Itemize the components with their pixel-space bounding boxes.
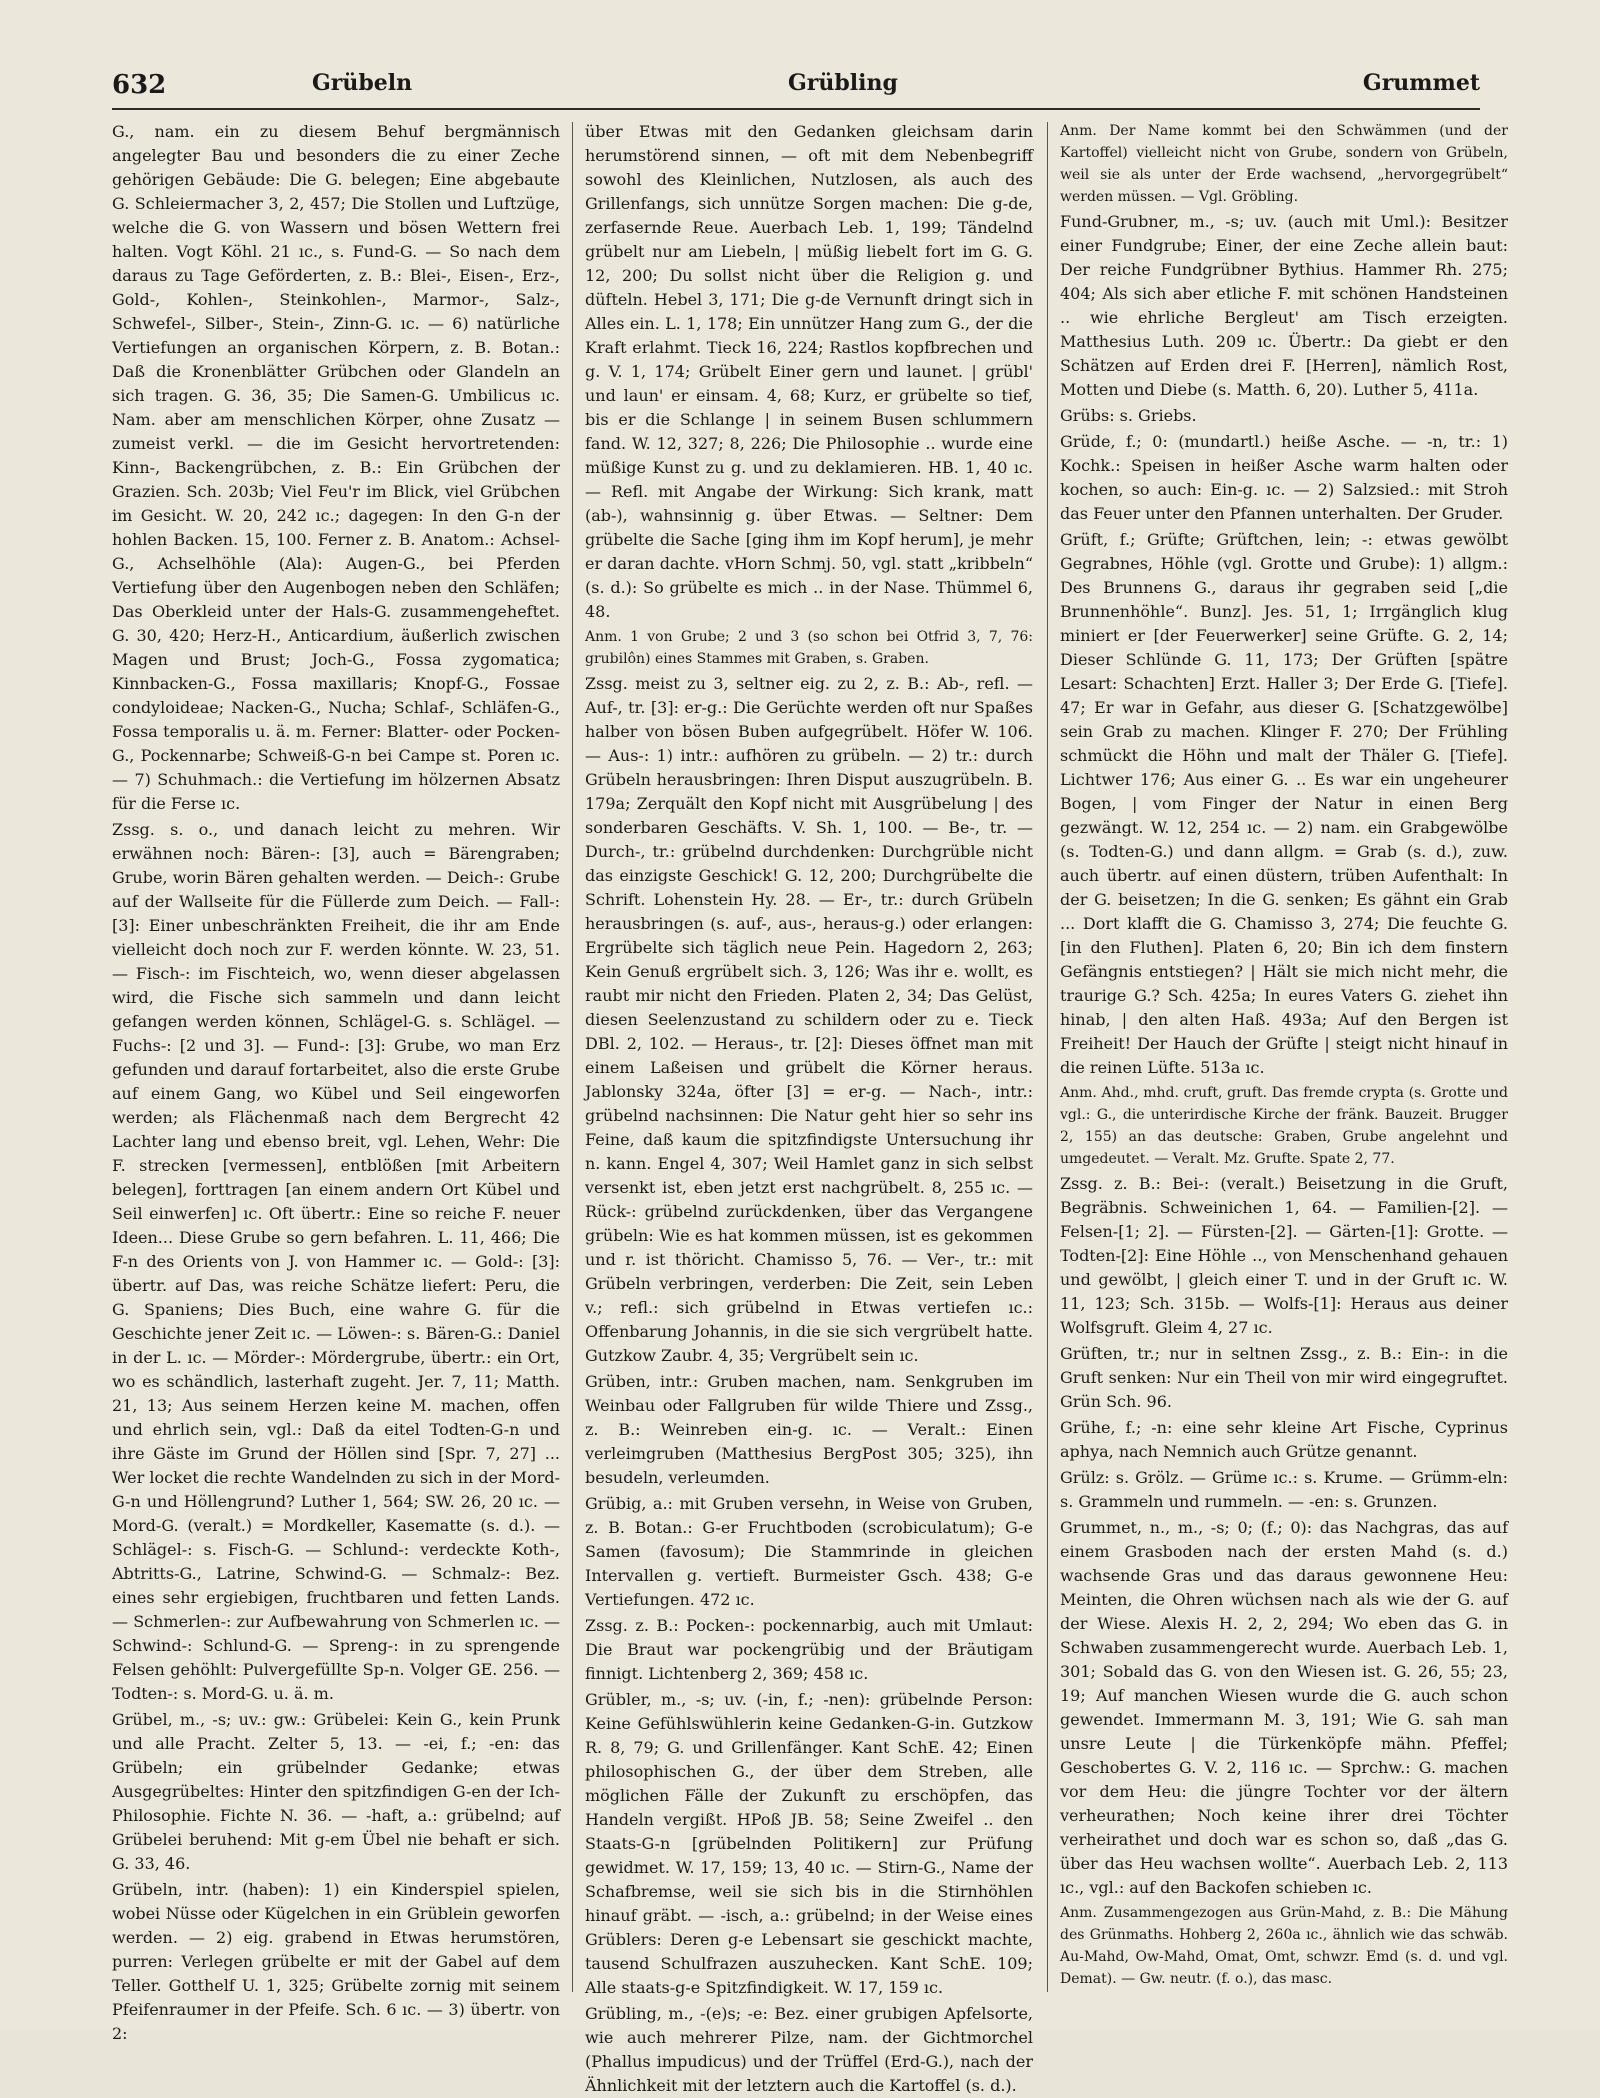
entry-paragraph: Zssg. s. o., und danach leicht zu mehren. Wir erwähnen noch: Bären-: [3], auch = Bärengraben; Grube, worin Bären gehalten werden. — Deich-: Grube auf der Wallseite für die Füllerde zum Deich. — Fall-: [3]: Einer unbeschränkten Freiheit, die ihr am Ende vielleicht doch noch zur F. werden könnte. W. 23, 51. — Fisch-: im Fischteich, wo, wenn dieser abgelassen wird, die Fische sich sammeln und dann leicht gefangen werden können, Schlägel-G. s. Schlägel. — Fuchs-: [2 und 3]. — Fund-: [3]: Grube, wo man Erz gefunden und darauf fortarbeitet, also die erste Grube auf einem Gang, wo Kübel und Seil eingeworfen werden; als Flächenmaß nach dem Bergrecht 42 Lachter lang und ebenso breit, vgl. Lehen, Wehr: Die F. strecken [vermessen], entblößen [mit Arbeitern belegen], forttragen [an einem andern Ort Kübel und Seil einwerfen] ıc. Oft übertr.: Eine so reiche F. neuer Ideen... Diese Grube so gern befahren. L. 11, 466; Die F-n des Orients von J. von Hammer ıc. — Gold-: [3]: übertr. auf Das, was reiche Schätze liefert: Peru, die G. Spaniens; Dies Buch, eine wahre G. für die Geschichte jener Zeit ıc. — Löwen-: s. Bären-G.: Daniel in der L. ıc. — Mörder-: Mördergrube, übertr.: ein Ort, wo es schändlich, lasterhaft zugeht. Jer. 7, 11; Matth. 21, 13; Aus seinem Herzen keine M. machen, offen und ehrlich sein, vgl.: Daß da eitel Todten-G-n und ihre Gäste im Grund der Höllen sind [Spr. 7, 27] ... Wer locket die rechte Wandelnden zu sich in der Mord-G-n und Höllengrund? Luther 1, 564; SW. 26, 20 ıc. — Mord-G. (veralt.) = Mordkeller, Kasematte (s. d.). — Schlägel-: s. Fisch-G. — Schlund-: verdeckte Koth-, Abtritts-G., Latrine, Schwind-G. — Schmalz-: Bez. eines sehr ergiebigen, fruchtbaren und fetten Lands. — Schmerlen-: zur Aufbewahrung von Schmerlen ıc. — Schwind-: Schlund-G. — Spreng-: in zu sprengende Felsen gehöhlt: Pulvergefüllte Sp-n. Volger GE. 256. — Todten-: s. Mord-G. u. ä. m. [112,820,560,1703]
entry-paragraph: Grübling, m., -(e)s; -e: Bez. einer grubigen Apfelsorte, wie auch mehrerer Pilze, nam. der Gichtmorchel (Phallus impudicus) und der Trüffel (Erd-G.), nach der Ähnlichkeit mit der letztern auch die Kartoffel (s. d.). [585,2004,1033,2095]
entry-note: Anm. Ahd., mhd. cruft, gruft. Das fremde crypta (s. Grotte und vgl.: G., die unterirdische Kirche der fränk. Bauzeit. Brugger 2, 155) an das deutsche: Graben, Grube angelehnt und umgedeutet. — Veralt. Mz. Grufte. Spate 2, 77. [1060,1085,1508,1167]
entry-paragraph: Grübel, m., -s; uv.: gw.: Grübelei: Kein G., kein Prunk und alle Pracht. Zelter 5, 13. — -ei, f.; -en: das Grübeln; ein grübelnder Gedanke; etwas Ausgegrübeltes: Hinter den spitzfindigen G-en der Ich-Philosophie. Fichte N. 36. — -haft, a.: grübelnd; auf Grübelei beruhend: Mit g-em Übel nie behaft er sich. G. 33, 46. [112,1710,560,1873]
header-center-word: Grübling [788,70,898,96]
column-right [1060,120,1508,2000]
header-rule [112,108,1480,110]
running-header [112,70,1480,110]
header-left-word: Grübeln [312,70,413,96]
entry-paragraph: Grübeln, intr. (haben): 1) ein Kinderspiel spielen, wobei Nüsse oder Kügelchen in ein Grüblein geworfen werden. — 2) eig. grabend in Etwas herumstören, purren: Verlegen grübelte er mit der Gabel auf dem Teller. Gotthelf U. 1, 325; Grübelte zornig mit seinem Pfeifenraumer in der Pfeife. Sch. 6 ıc. — 3) übertr. von 2: [112,1880,560,2043]
entry-paragraph: Grüften, tr.; nur in seltnen Zssg., z. B.: Ein-: in die Gruft senken: Nur ein Theil von mir wird eingegruftet. Grün Sch. 96. [1060,1344,1508,1411]
entry-paragraph: Grülz: s. Grölz. — Grüme ıc.: s. Krume. — Grümm-eln: s. Grammeln und rummeln. — -en: s. Grunzen. [1060,1468,1508,1511]
entry-note: Anm. Zusammengezogen aus Grün-Mahd, z. B.: Die Mähung des Grünmaths. Hohberg 2, 260a ıc., ähnlich wie das schwäb. Au-Mahd, Ow-Mahd, Omat, Omt, schwzr. Emd (s. d. und vgl. Demat). — Gw. neutr. (f. o.), das masc. [1060,1905,1508,1987]
entry-paragraph: Zssg. z. B.: Pocken-: pockennarbig, auch mit Umlaut: Die Braut war pockengrübig und der Bräutigam finnigt. Lichtenberg 2, 369; 458 ıc. [585,1616,1033,1683]
entry-paragraph: Zssg. z. B.: Bei-: (veralt.) Beisetzung in die Gruft, Begräbnis. Schweinichen 1, 64. — Familien-[2]. — Felsen-[1; 2]. — Fürsten-[2]. — Gärten-[1]: Grotte. — Todten-[2]: Eine Höhle .., von Menschenhand gehauen und gewölbt, | gleich einer T. und in der Gruft ıc. W. 11, 123; Sch. 315b. — Wolfs-[1]: Heraus aus deiner Wolfsgruft. Gleim 4, 27 ıc. [1060,1174,1508,1337]
entry-paragraph: Grübs: s. Griebs. [1060,406,1197,425]
entry-paragraph: Grübig, a.: mit Gruben versehn, in Weise von Gruben, z. B. Botan.: G-er Fruchtboden (scrobiculatum); G-e Samen (favosum); Die Stammrinde in gleichen Intervallen g. vertieft. Burmeister Gsch. 438; G-e Vertiefungen. 472 ıc. [585,1494,1033,1609]
page-number: 632 [112,70,167,100]
entry-paragraph: über Etwas mit den Gedanken gleichsam darin herumstörend sinnen, — oft mit dem Nebenbegriff sowohl des Kleinlichen, Nutzlosen, als auch des Grillenfangs, sich unnütze Sorgen machen: Die g-de, zerfasernde Reue. Auerbach Leb. 1, 199; Tändelnd grübelt nur am Liebeln, | müßig liebelt fort im G. G. 12, 200; Du sollst nicht über die Religion g. und düfteln. Hebel 3, 171; Die g-de Vernunft dringt sich in Alles ein. L. 1, 178; Ein unnützer Hang zum G., der die Kraft erlahmt. Tieck 16, 224; Rastlos kopfbrechen und g. V. 1, 174; Grübelt Einer gern und launet. | grübl' und laun' er einsam. 4, 68; Kurz, er grübelte so tief, bis er die Schlange | in seinem Busen schlummern fand. W. 12, 327; 8, 226; Die Philosophie .. wurde eine müßige Kunst zu g. und zu deklamieren. HB. 1, 40 ıc. — Refl. mit Angabe der Wirkung: Sich krank, matt (ab-), wahnsinnig g. über Etwas. — Seltner: Dem grübelte die Sache [ging ihm im Kopf herum], je mehr er daran dachte. vHorn Schmj. 50, vgl. statt „kribbeln“ (s. d.): So grübelte es mich .. in der Nase. Thümmel 6, 48. [585,122,1033,621]
column-divider [1047,122,1048,1992]
column-middle [585,120,1033,2095]
entry-paragraph: Grühe, f.; -n: eine sehr kleine Art Fische, Cyprinus aphya, nach Nemnich auch Grütze genannt. [1060,1418,1508,1461]
entry-paragraph: Grüft, f.; Grüfte; Grüftchen, lein; -: etwas gewölbt Gegrabnes, Höhle (vgl. Grotte und Grube): 1) allgm.: Des Brunnens G., daraus ihr gegraben seid [„die Brunnenhöhle“. Bunz]. Jes. 51, 1; Irrgänglich klug miniert er [der Feuerwerker] seine Grüfte. G. 2, 14; Dieser Schlünde G. 11, 173; Der Grüften [spätre Lesart: Schachten] Erzt. Haller 3; Der Erde G. [Tiefe]. 47; Er war in Gefahr, aus dieser G. [Schatzgewölbe] sein Grab zu machen. Klinger F. 270; Der Frühling schmückt die Höhn und malt der Thäler G. [Tiefe]. Lichtwer 176; Aus einer G. .. Es war ein ungeheurer Bogen, | vom Finger der Natur in einen Berg gezwängt. W. 12, 254 ıc. — 2) nam. ein Grabgewölbe (s. Todten-G.) und dann allgm. = Grab (s. d.), zuw. auch übertr. auf einen düstern, trüben Aufenthalt: In der G. beisetzen; In die G. senken; Es gähnt ein Grab ... Dort klafft die G. Chamisso 3, 274; Die feuchte G. [in den Fluthen]. Platen 6, 20; Bin ich dem finstern Gefängnis entstiegen? | Hält sie mich nicht mehr, die traurige G.? Sch. 425a; In eures Vaters G. ziehet ihn hinab, | den alten Haß. 493a; Auf den Bergen ist Freiheit! Der Hauch der Grüfte | steigt nicht hinauf in die reinen Lüfte. 513a ıc. [1060,530,1508,1077]
entry-paragraph: Grüben, intr.: Gruben machen, nam. Senkgruben im Weinbau oder Fallgruben für wilde Thiere und Zssg., z. B.: Weinreben ein-g. ıc. — Veralt.: Einen verleimgruben (Matthesius BergPost 305; 325), ihn besudeln, verleumden. [585,1372,1033,1487]
entry-paragraph: Fund-Grubner, m., -s; uv. (auch mit Uml.): Besitzer einer Fundgrube; Einer, der eine Zeche allein baut: Der reiche Fundgrübner Bythius. Hammer Rh. 275; 404; Als sich aber etliche F. mit schönen Handsteinen .. wie ehrliche Bergleut' am Tisch erzeigten. Matthesius Luth. 209 ıc. Übertr.: Da giebt er den Schätzen auf Erden drei F. [Herren], nämlich Rost, Motten und Diebe (s. Matth. 6, 20). Luther 5, 411a. [1060,212,1508,399]
entry-paragraph: Grüde, f.; 0: (mundartl.) heiße Asche. — -n, tr.: 1) Kochk.: Speisen in heißer Asche warm halten oder kochen, so auch: Ein-g. ıc. — 2) Salzsied.: mit Stroh das Feuer unter den Pfannen unterhalten. Der Gruder. [1060,432,1508,523]
column-left [112,120,560,2043]
entry-note: Anm. 1 von Grube; 2 und 3 (so schon bei Otfrid 3, 7, 76: grubilôn) eines Stammes mit Graben, s. Graben. [585,629,1033,667]
entry-paragraph: G., nam. ein zu diesem Behuf bergmännisch angelegter Bau und besonders die zu einer Zeche gehörigen Gebäude: Die G. belegen; Eine abgebaute G. Schleiermacher 3, 2, 457; Die Stollen und Luftzüge, welche die G. von Wassern und bösen Wettern frei halten. Vogt Köhl. 21 ıc., s. Fund-G. — So nach dem daraus zu Tage Geförderten, z. B.: Blei-, Eisen-, Erz-, Gold-, Kohlen-, Steinkohlen-, Marmor-, Salz-, Schwefel-, Silber-, Stein-, Zinn-G. ıc. — 6) natürliche Vertiefungen an organischen Körpern, z. B. Botan.: Daß die Kronenblätter Grübchen oder Glandeln an sich tragen. G. 36, 35; Die Samen-G. Umbilicus ıc. Nam. aber am menschlichen Körper, ohne Zusatz — zumeist verkl. — die im Gesicht hervortretenden: Kinn-, Backengrübchen, z. B.: Ein Grübchen der Grazien. Sch. 203b; Viel Feu'r im Blick, viel Grübchen im Gesicht. W. 20, 242 ıc.; dagegen: In den G-n der hohlen Backen. 15, 100. Ferner z. B. Anatom.: Achsel-G., Achselhöhle (Ala): Augen-G., bei Pferden Vertiefung über den Augenbogen neben den Schläfen; Das Oberkleid unter der Hals-G. zusammengeheftet. G. 30, 420; Herz-H., Anticardium, äußerlich zwischen Magen und Brust; Joch-G., Fossa zygomatica; Kinnbacken-G., Fossa maxillaris; Knopf-G., Fossae condyloideae; Nacken-G., Nucha; Schlaf-, Schläfen-G., Fossa temporalis u. ä. m. Ferner: Blatter- oder Pocken-G., Pockennarbe; Schweiß-G-n bei Campe st. Poren ıc. — 7) Schuhmach.: die Vertiefung im hölzernen Absatz für die Ferse ıc. [112,122,560,813]
column-divider [572,122,573,1992]
entry-note: Anm. Der Name kommt bei den Schwämmen (und der Kartoffel) vielleicht nicht von Grube, sondern von Grübeln, weil sie als unter der Erde wachsend, „hervorgegrübelt“ werden müssen. — Vgl. Gröbling. [1060,123,1508,205]
entry-paragraph: Grübler, m., -s; uv. (-in, f.; -nen): grübelnde Person: Keine Gefühlswühlerin keine Gedanken-G-in. Gutzkow R. 8, 79; G. und Grillenfänger. Kant SchE. 42; Einen philosophischen G., der über dem Streben, alle möglichen Fälle der Zukunft zu erschöpfen, das Handeln vergißt. HPoß JB. 58; Seine Zweifel .. den Staats-G-n [grübelnden Politikern] zur Prüfung gewidmet. W. 17, 159; 13, 40 ıc. — Stirn-G., Name der Schafbremse, weil sie sich bis in die Stirnhöhlen hinauf gräbt. — -isch, a.: grübelnd; in der Weise eines Grüblers: Deren g-e Lebensart sie geschickt machte, tausend Schulfrazen auszuhecken. Kant SchE. 109; Alle staats-g-e Spitzfindigkeit. W. 17, 159 ıc. [585,1690,1033,1997]
entry-paragraph: Grummet, n., m., -s; 0; (f.; 0): das Nachgras, das auf einem Grasboden nach der ersten Mahd (s. d.) wachsende Gras und das daraus gewonnene Heu: Meinten, die Ohren wüchsen nach als wie der G. auf der Wiese. Alexis H. 2, 2, 294; Wo eben das G. in Schwaben zusammengerecht wurde. Auerbach Leb. 1, 301; Sobald das G. von den Wiesen ist. G. 26, 55; 23, 19; Auf manchen Wiesen wurde die G. auch schon gewendet. Immermann M. 3, 191; Wie G. sah man unsre Leute | die Türkenköpfe mähn. Pfeffel; Geschobertes G. V. 2, 116 ıc. — Sprchw.: G. machen vor dem Heu: die jüngre Tochter vor der ältern verheurathen; Noch keine ihrer drei Töchter verheirathet und doch war es schon so, daß „das G. über das Heu wachsen wollte“. Auerbach Leb. 2, 113 ıc., vgl.: auf den Backofen schieben ıc. [1060,1518,1508,1897]
header-right-word: Grummet [1362,70,1480,96]
entry-paragraph: Zssg. meist zu 3, seltner eig. zu 2, z. B.: Ab-, refl. — Auf-, tr. [3]: er-g.: Die Gerüchte werden oft nur Spaßes halber von bösen Buben aufgegrübelt. Höfer W. 106. — Aus-: 1) intr.: aufhören zu grübeln. — 2) tr.: durch Grübeln herausbringen: Ihren Disput auszugrübeln. B. 179a; Zerquält den Kopf nicht mit Ausgrübelung | des sonderbaren Geschäfts. V. Sh. 1, 100. — Be-, tr. — Durch-, tr.: grübelnd durchdenken: Durchgrüble nicht das einzigste Geschick! G. 12, 200; Durchgrübelte die Schrift. Lohenstein Hy. 28. — Er-, tr.: durch Grübeln herausbringen (s. auf-, aus-, heraus-g.) oder erlangen: Ergrübelte sich täglich neue Pein. Hagedorn 2, 263; Kein Genuß ergrübelt sich. 3, 126; Was ihr e. wollt, es raubt mir nicht den Frieden. Platen 2, 34; Das Gelüst, diesen Seelenzustand zu schildern oder zu e. Tieck DBl. 2, 102. — Heraus-, tr. [2]: Dieses öffnet man mit einem Laßeisen und grübelt die Körner heraus. Jablonsky 324a, öfter [3] = er-g. — Nach-, intr.: grübelnd nachsinnen: Die Natur geht hier so sehr ins Feine, daß kaum die spitzfindigste Untersuchung ihr n. kann. Engel 4, 307; Weil Hamlet ganz in sich selbst versenkt ist, eben jetzt erst nachgrübelt. 8, 255 ıc. — Rück-: grübelnd zurückdenken, über das Vergangene grübeln: Wie es hat kommen müssen, ist es gekommen und r. ist thöricht. Chamisso 5, 76. — Ver-, tr.: mit Grübeln verbringen, verderben: Die Zeit, sein Leben v.; refl.: sich grübelnd in Etwas vertiefen ıc.: Offenbarung Johannis, in die sie sich vergrübelt hatte. Gutzkow Zaubr. 4, 35; Vergrübelt sein ıc. [585,674,1033,1365]
